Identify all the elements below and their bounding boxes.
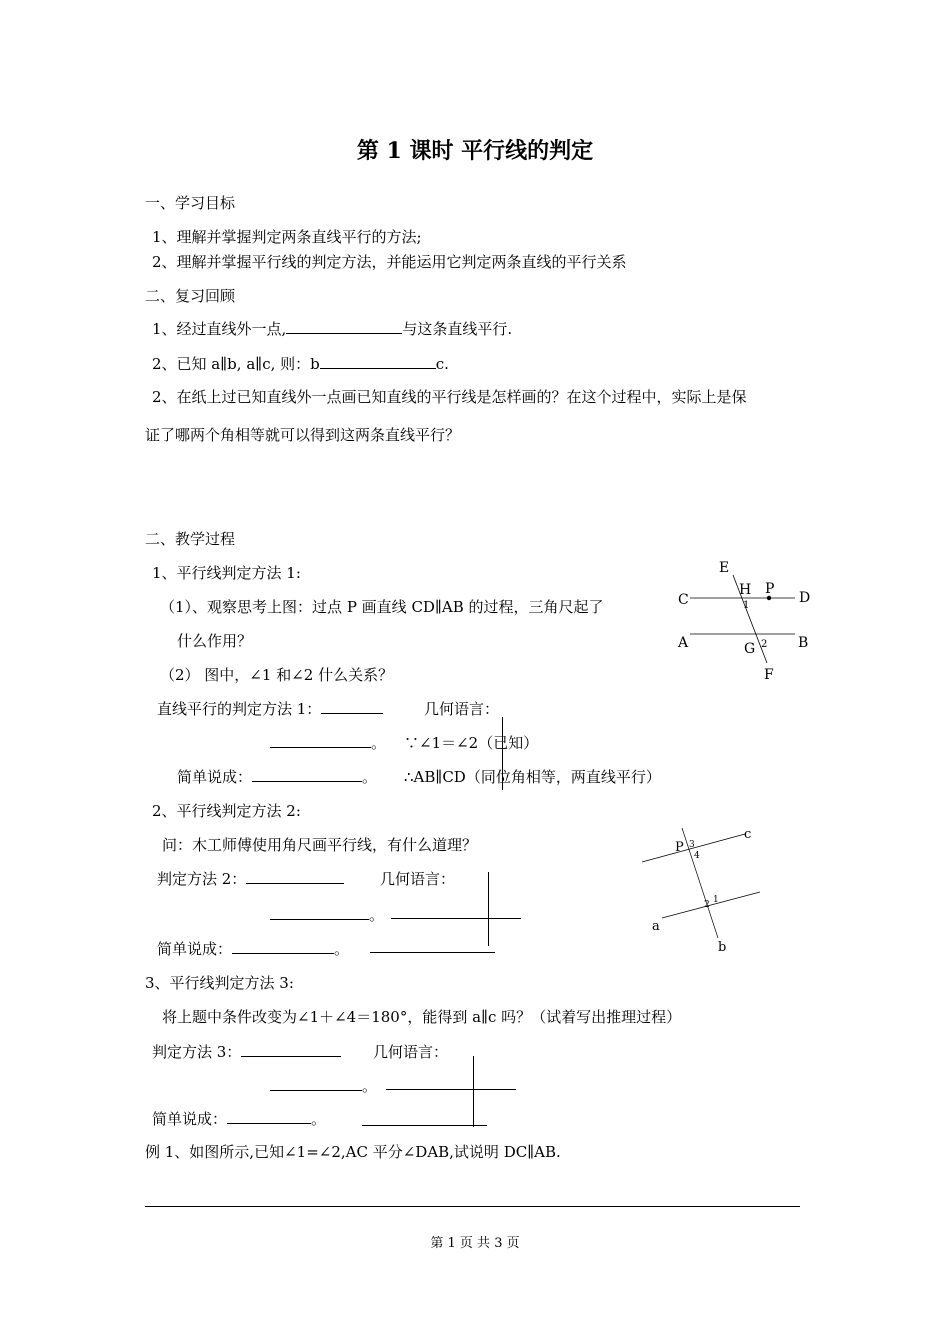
method-1-title: 1、平行线判定方法 1: — [152, 564, 301, 582]
footer-divider — [145, 1206, 800, 1207]
method-1-therefore: ∴AB∥CD（同位角相等，两直线平行） — [404, 768, 661, 786]
method-2-label: 判定方法 2： — [157, 870, 247, 888]
method-3-bottom-line — [362, 1125, 487, 1126]
method-2-question: 问：木工师傅使用角尺画平行线，有什么道理？ — [162, 836, 478, 854]
method-2-statement — [157, 868, 344, 889]
method-3-divider-h — [386, 1089, 516, 1090]
label-angle-3: 3 — [689, 840, 695, 850]
review-q2-prefix: 2、已知 a∥b, a∥c, 则：b — [152, 355, 320, 373]
simple-label-1: 简单说成： — [177, 768, 253, 786]
method-3-question: 将上题中条件改变为∠1＋∠4＝180°，能得到 a∥c 吗？（试着写出推理过程） — [162, 1008, 682, 1026]
label-g: G — [744, 641, 756, 657]
label-b: B — [798, 635, 809, 651]
label-c: c — [744, 827, 752, 842]
label-a: a — [652, 919, 660, 934]
review-q1-prefix: 1、经过直线外一点, — [152, 320, 287, 338]
method-1-line2 — [270, 732, 386, 753]
goal-item-1: 1、理解并掌握判定两条直线平行的方法; — [152, 228, 422, 246]
method-3-geo-label: 几何语言： — [373, 1043, 449, 1061]
review-question-3-line2: 证了哪两个角相等就可以得到这两条直线平行？ — [145, 426, 461, 444]
method-2-title: 2、平行线判定方法 2: — [152, 802, 301, 820]
section-heading-teaching: 二、教学过程 — [145, 530, 236, 548]
method-1-simple-blank[interactable] — [252, 767, 362, 782]
label-p: P — [765, 581, 775, 597]
method-2-bottom-line — [370, 952, 495, 953]
method-3-simple-period: 。 — [311, 1110, 327, 1128]
method-2-period: 。 — [369, 906, 385, 924]
example-1: 例 1、如图所示,已知∠1=∠2,AC 平分∠DAB,试说明 DC∥AB. — [145, 1143, 561, 1161]
label-angle-4: 4 — [694, 851, 700, 861]
method-2-line2 — [270, 904, 384, 925]
method-1-blank-2[interactable] — [270, 733, 371, 748]
method-1-blank[interactable] — [321, 699, 383, 714]
review-q2-blank[interactable] — [320, 354, 436, 369]
page-footer: 第 1 页 共 3 页 — [430, 1236, 520, 1251]
method-3-label: 判定方法 3： — [152, 1043, 242, 1061]
label-a: A — [678, 635, 689, 651]
method-2-blank[interactable] — [246, 869, 344, 884]
review-q2-suffix: c. — [435, 355, 449, 373]
method-2-geo-label: 几何语言： — [380, 870, 456, 888]
label-h: H — [739, 582, 752, 598]
method-3-simple — [152, 1108, 326, 1129]
review-q1-suffix: 与这条直线平行. — [402, 320, 513, 338]
method-2-simple-period: 。 — [334, 940, 350, 958]
method-2-simple — [157, 938, 349, 959]
method-1-statement — [157, 698, 383, 719]
method-3-period: 。 — [362, 1077, 378, 1095]
method-1-question-2: （2） 图中，∠1 和∠2 什么关系？ — [160, 666, 394, 684]
method-1-label: 直线平行的判定方法 1： — [157, 700, 322, 718]
method-1-question-1b: 什么作用？ — [177, 632, 253, 650]
method-1-because: ∵∠1＝∠2（已知） — [404, 734, 539, 752]
method-3-simple-blank[interactable] — [227, 1109, 311, 1124]
review-q1-blank[interactable] — [286, 319, 402, 334]
method-3-blank-2[interactable] — [270, 1076, 362, 1091]
review-question-1 — [152, 318, 512, 339]
method-2-divider-v — [488, 872, 489, 946]
goal-item-2: 2、理解并掌握平行线的判定方法，并能运用它判定两条直线的平行关系 — [152, 253, 627, 271]
label-angle-1: 1 — [713, 895, 719, 905]
section-heading-review: 二、复习回顾 — [145, 287, 236, 305]
method-3-statement — [152, 1041, 341, 1062]
method-1-geo-label: 几何语言： — [424, 700, 500, 718]
method-3-blank[interactable] — [241, 1042, 341, 1057]
simple-label-3: 简单说成： — [152, 1110, 228, 1128]
label-c: C — [678, 592, 689, 608]
line-a — [662, 892, 760, 918]
figure-parallel-lines-1 — [670, 555, 815, 690]
method-1-simple-period: 。 — [362, 768, 378, 786]
method-3-title: 3、平行线判定方法 3: — [145, 974, 294, 992]
page-title: 第 1 课时 平行线的判定 — [356, 138, 594, 164]
label-angle-2: 2 — [704, 900, 710, 910]
label-f: F — [764, 667, 774, 683]
simple-label-2: 简单说成： — [157, 940, 233, 958]
method-2-simple-blank[interactable] — [232, 939, 334, 954]
line-b — [682, 828, 718, 938]
label-b: b — [718, 940, 727, 955]
label-e: E — [719, 560, 730, 576]
label-d: D — [799, 590, 811, 606]
section-heading-goals: 一、学习目标 — [145, 194, 236, 212]
review-question-3-line1: 2、在纸上过已知直线外一点画已知直线的平行线是怎样画的？在这个过程中，实际上是保 — [152, 388, 747, 406]
method-1-simple — [177, 766, 377, 787]
method-2-divider-h — [391, 918, 521, 919]
method-1-period: 。 — [371, 734, 387, 752]
method-3-line2 — [270, 1075, 377, 1096]
method-2-blank-2[interactable] — [270, 905, 369, 920]
figure-parallel-lines-2 — [640, 820, 770, 960]
label-p: P — [675, 840, 684, 855]
label-angle-1: 1 — [743, 600, 750, 611]
method-3-divider-v — [473, 1056, 474, 1127]
label-angle-2: 2 — [761, 639, 768, 650]
method-1-question-1a: （1）、观察思考上图：过点 P 画直线 CD∥AB 的过程，三角尺起了 — [160, 598, 604, 616]
review-question-2 — [152, 353, 449, 374]
